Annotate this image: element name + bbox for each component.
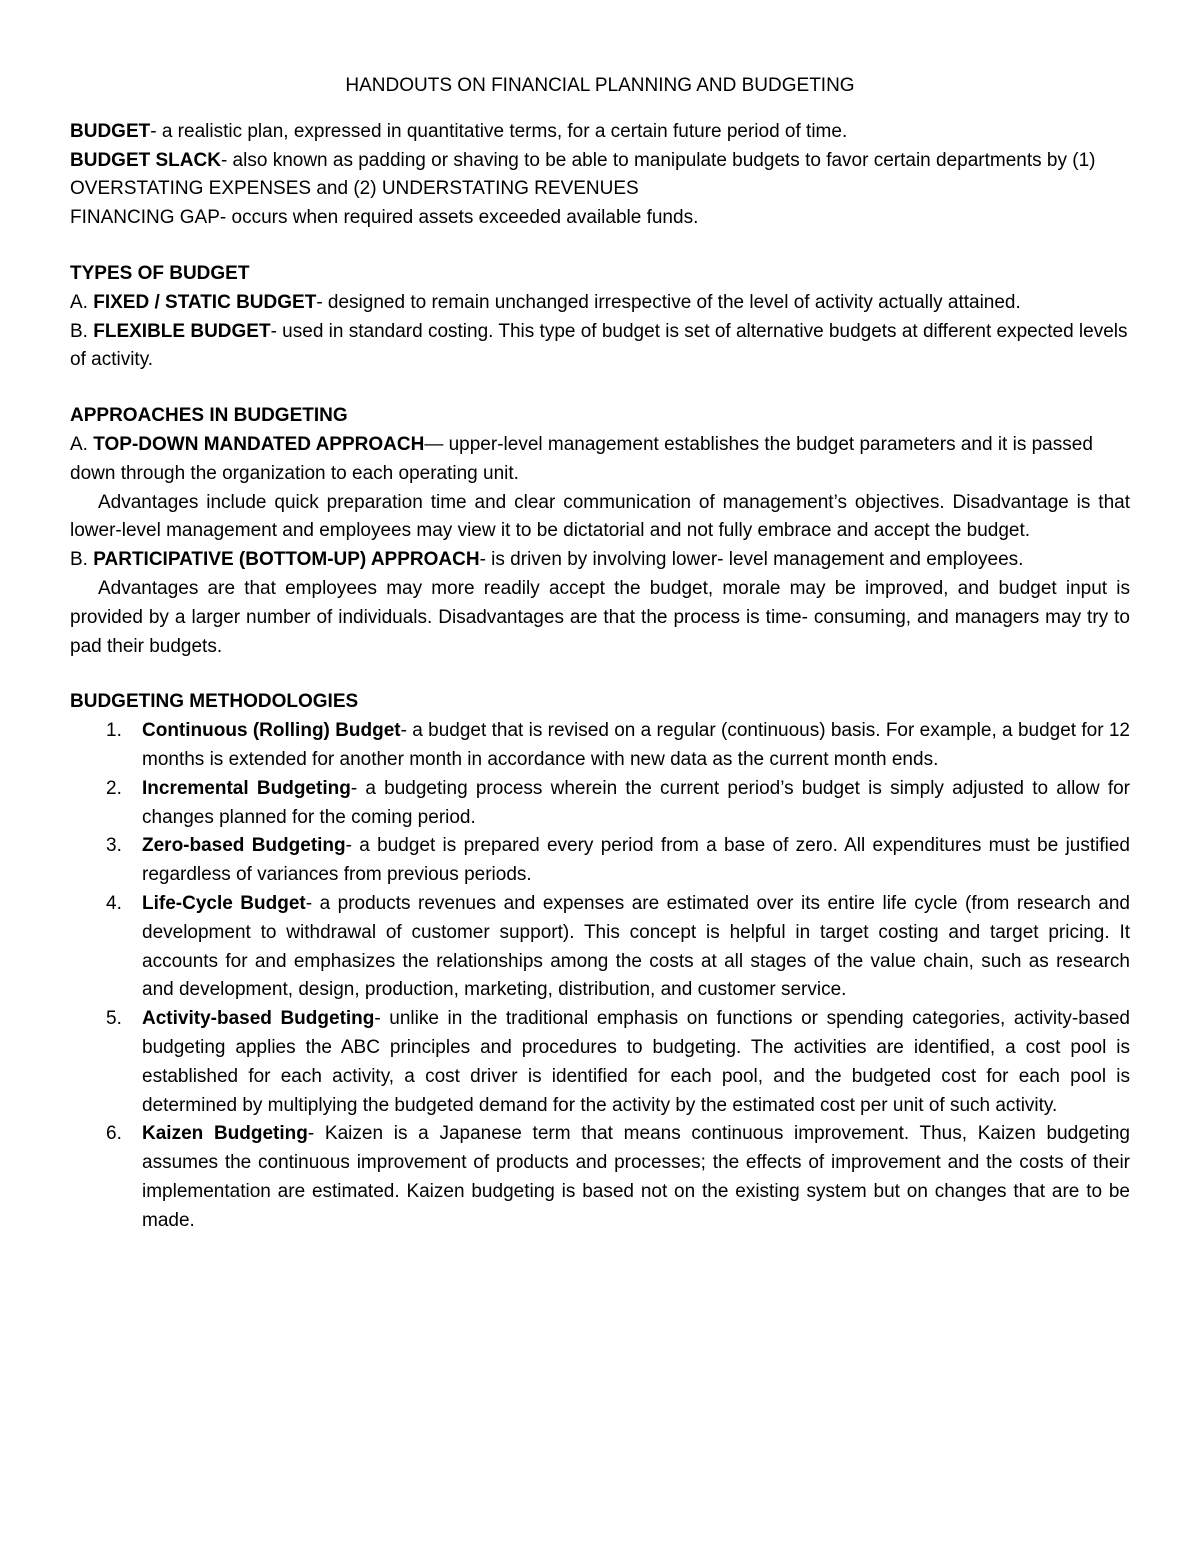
- method-text: - a budget is prepared every period from a base of zero. All expenditures must be justified regardless of variances from previous periods.: [142, 835, 1130, 886]
- section-heading-approaches: APPROACHES IN BUDGETING: [70, 405, 348, 427]
- type-term: FLEXIBLE BUDGET: [93, 320, 271, 342]
- list-item: [106, 1005, 1130, 1120]
- types-section: [70, 260, 1130, 375]
- approach-participative-detail: Advantages are that employees may more readily accept the budget, morale may be improved, and budget input is provided by a larger number of individuals. Disadvantages are that the process is time- consuming, and managers may try to pad their budgets.: [70, 577, 1130, 657]
- list-item: [106, 832, 1130, 890]
- section-heading-methodologies: BUDGETING METHODOLOGIES: [70, 691, 359, 713]
- list-item: [106, 717, 1130, 775]
- method-text: - unlike in the traditional emphasis on functions or spending categories, activity-based budgeting applies the ABC principles and procedures to budgeting. The activities are identified, a cost pool is established for each activity, a cost driver is identified for each pool, and the budgeted cost for each pool is determined by multiplying the budgeted demand for the activity by the estimated cost per unit of such activity.: [142, 1008, 1130, 1116]
- method-term: Life-Cycle Budget: [142, 892, 306, 914]
- method-term: Incremental Budgeting: [142, 777, 351, 799]
- approach-participative: B. PARTICIPATIVE (BOTTOM-UP) APPROACH- is driven by involving lower- level management and employees.: [70, 549, 1024, 571]
- definition-financing-gap: [70, 204, 1130, 233]
- page-title: HANDOUTS ON FINANCIAL PLANNING AND BUDGETING: [345, 75, 855, 96]
- method-term: Continuous (Rolling) Budget: [142, 720, 401, 742]
- approach-text: - is driven by involving lower- level management and employees.: [479, 549, 1024, 571]
- method-term: Kaizen Budgeting: [142, 1123, 308, 1145]
- list-item: [106, 1120, 1130, 1235]
- definition-budget: [70, 118, 1130, 147]
- definition-text: - also known as padding or shaving to be able to manipulate budgets to favor certain departments by (1) OVERSTATING EXPENSES and (2) UNDERSTATING REVENUES: [70, 149, 1096, 200]
- methodologies-section: [70, 688, 1130, 1235]
- definition-term: BUDGET: [70, 120, 151, 142]
- method-text: - Kaizen is a Japanese term that means continuous improvement. Thus, Kaizen budgeting assumes the continuous improvement of products and processes; the effects of improvement and the costs of their implementation are estimated. Kaizen budgeting is based not on the existing system but on changes that are to be made.: [142, 1123, 1130, 1231]
- definition-term: BUDGET SLACK: [70, 149, 221, 171]
- definition-text: FINANCING GAP- occurs when required assets exceeded available funds.: [70, 207, 699, 229]
- type-text: - used in standard costing. This type of budget is set of alternative budgets at different expected levels of activity.: [70, 320, 1128, 371]
- definitions-block: [70, 118, 1130, 233]
- list-item: [106, 890, 1130, 1005]
- method-text: - a budgeting process wherein the current period’s budget is simply adjusted to allow for changes planned for the coming period.: [142, 777, 1130, 828]
- section-heading-types: TYPES OF BUDGET: [70, 262, 250, 284]
- method-text: - a budget that is revised on a regular (continuous) basis. For example, a budget for 12 months is extended for another month in accordance with new data as the current month ends.: [142, 720, 1130, 770]
- approaches-section: [70, 402, 1130, 661]
- list-number: 4.: [106, 892, 122, 914]
- list-number: 2.: [106, 777, 122, 799]
- definition-budget-slack: [70, 147, 1130, 205]
- approach-term: TOP-DOWN MANDATED APPROACH: [93, 433, 425, 455]
- approach-top-down: A. TOP-DOWN MANDATED APPROACH— upper-level management establishes the budget parameters and it is passed down through the organization to each operating unit.: [70, 433, 1093, 484]
- list-item: [106, 775, 1130, 833]
- type-text: - designed to remain unchanged irrespective of the level of activity actually attained.: [316, 291, 1021, 313]
- list-number: 3.: [106, 835, 122, 857]
- method-term: Activity-based Budgeting: [142, 1008, 375, 1030]
- definition-text: - a realistic plan, expressed in quantitative terms, for a certain future period of time.: [150, 120, 848, 142]
- methodologies-list: [70, 717, 1130, 1235]
- type-item-flexible: B. FLEXIBLE BUDGET- used in standard costing. This type of budget is set of alternative budgets at different expected levels of activity.: [70, 320, 1128, 371]
- list-number: 5.: [106, 1008, 122, 1030]
- approach-top-down-detail: Advantages include quick preparation time and clear communication of management’s objectives. Disadvantage is that lower-level management and employees may view it to be dictatorial and not fully embrace and accept the budget.: [70, 491, 1130, 542]
- method-term: Zero-based Budgeting: [142, 835, 346, 857]
- list-number: 1.: [106, 720, 122, 742]
- list-number: 6.: [106, 1123, 122, 1145]
- approach-term: PARTICIPATIVE (BOTTOM-UP) APPROACH: [93, 549, 480, 571]
- type-term: FIXED / STATIC BUDGET: [93, 291, 317, 313]
- type-item-fixed: A. FIXED / STATIC BUDGET- designed to remain unchanged irrespective of the level of activity actually attained.: [70, 291, 1021, 313]
- method-text: - a products revenues and expenses are estimated over its entire life cycle (from research and development to withdrawal of customer support). This concept is helpful in target costing and target pricing. It accounts for and emphasizes the relationships among the costs at all stages of the value chain, such as research and development, design, production, marketing, distribution, and customer service.: [142, 892, 1130, 1001]
- approach-text: — upper-level management establishes the budget parameters and it is passed down through the organization to each operating unit.: [70, 433, 1093, 484]
